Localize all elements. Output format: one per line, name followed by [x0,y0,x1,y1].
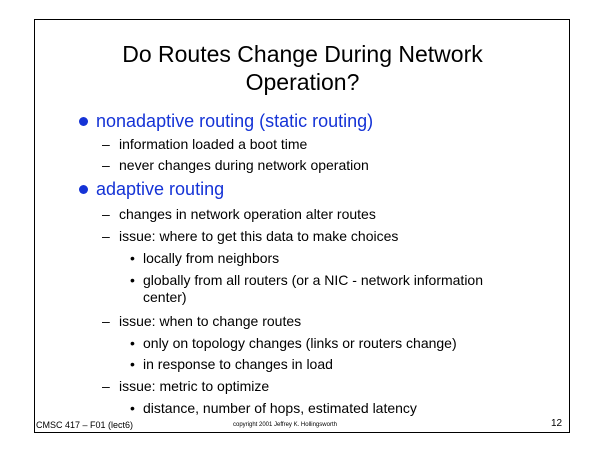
bullet-marker-adaptive [79,185,88,194]
footer-copyright: copyright 2001 Jeffrey K. Hollingsworth [233,422,337,428]
subsubitem-load: in response to changes in load [143,356,333,372]
subitem-issue-metric: issue: metric to optimize [119,378,270,394]
dash-marker: – [102,206,110,222]
dash-marker: – [102,228,110,244]
footer-course-label: CMSC 417 – F01 (lect6) [36,420,134,430]
subitem-changes-alter-routes: changes in network operation alter routes [119,206,376,222]
subsubitem-globally-continued: center) [143,289,187,305]
subsubitem-globally: globally from all routers (or a NIC - network information [143,272,484,288]
dot-marker: • [130,335,135,351]
bullet-adaptive-routing: adaptive routing [96,179,225,199]
subsubitem-distance: distance, number of hops, estimated latency [143,400,417,416]
dot-marker: • [130,250,135,266]
dot-marker: • [130,400,135,416]
dash-marker: – [102,378,110,394]
subitem-info-loaded: information loaded a boot time [119,136,308,152]
dot-marker: • [130,272,135,288]
subitem-issue-where: issue: where to get this data to make choices [119,228,399,244]
page-number: 12 [551,418,563,429]
dash-marker: – [102,313,110,329]
dot-marker: • [130,356,135,372]
bullet-marker-nonadaptive [79,117,88,126]
subsubitem-locally: locally from neighbors [143,250,280,266]
bullet-nonadaptive-routing: nonadaptive routing (static routing) [96,111,374,131]
subitem-never-changes: never changes during network operation [119,157,369,173]
subitem-issue-when: issue: when to change routes [119,313,302,329]
dash-marker: – [102,136,110,152]
slide-title-line2: Operation? [245,69,360,95]
subsubitem-topology: only on topology changes (links or routers change) [143,335,457,351]
dash-marker: – [102,157,110,173]
slide-title-line1: Do Routes Change During Network [122,41,483,67]
